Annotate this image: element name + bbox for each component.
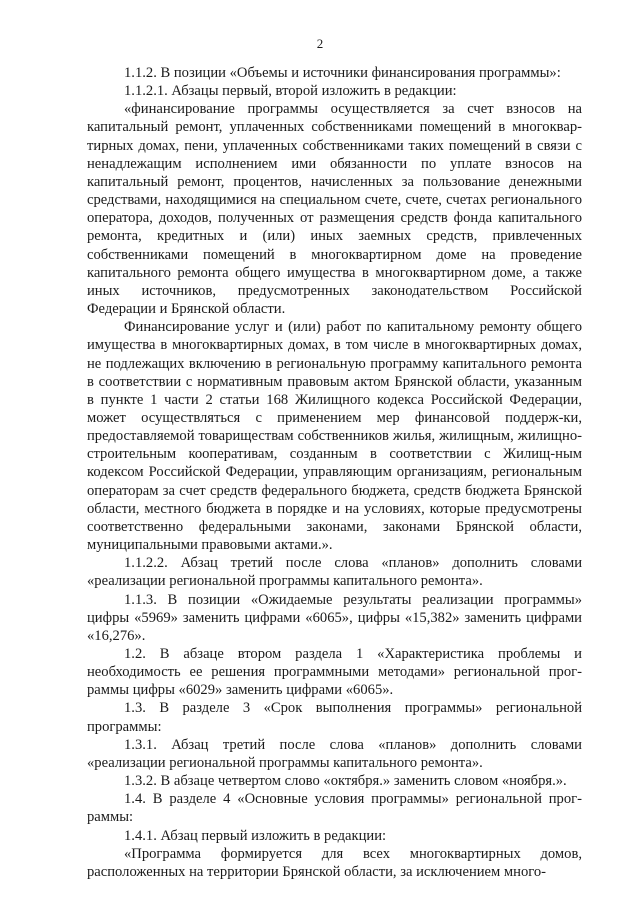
paragraph-1-1-2: 1.1.2. В позиции «Объемы и источники финансирования программы»: — [124, 65, 561, 81]
paragraph-program-formation: «Программа формируется для всех многоквартирных домов, расположенных на территории Брянской области, за исключением много- — [87, 845, 582, 880]
paragraph-financing-services: Финансирование услуг и (или) работ по капитальному ремонту общего имущества в многоквартирных домах, в том числе в многоквартирных домах, не подлежащих включению в региональную программу капитального ремонта в соответствии с нормативным правовым актом Брянской области, указанным в пункте 1 части 2 статьи 168 Жилищного кодекса Российской Федерации, может осуществляться с применением мер финансовой поддерж-ки, предоставляемой товариществам собственников жилья, жилищным, жилищно-строительным кооперативам, созданным в соответствии с Жилищ-ным кодексом Российской Федерации, управляющим организациям, региональным операторам за счет средств федерального бюджета, средств бюджета Брянской области, местного бюджета в порядке и на условиях, которые предусмотрены соответственно федеральными законами, законами Брянской области, муниципальными правовыми актами.». — [87, 319, 582, 554]
paragraph-1-1-2-2: 1.1.2.2. Абзац третий после слова «планов» дополнить словами «реализации региональной программы капитального ремонта». — [87, 555, 582, 590]
paragraph-1-3-2: 1.3.2. В абзаце четвертом слово «октября.» заменить словом «ноября.». — [124, 773, 567, 790]
paragraph-financing-sources: «финансирование программы осуществляется за счет взносов на капитальный ремонт, уплаченных собственниками помещений в многоквар-тирных домах, пени, уплаченных собственниками таких помещений в связи с ненадлежащим исполнением ими обязанности по уплате взносов на капитальный ремонт, процентов, начисленных за пользование денежными средствами, находящимися на специальном счете, счете, счетах регионального оператора, доходов, полученных от размещения средств фонда капитального ремонта, кредитных и (или) иных заемных средств, привлеченных собственниками помещений в многоквартирном доме на проведение капитального ремонта общего имущества в многоквартирном доме, а также иных источников, предусмотренных законодательством Российской Федерации и Брянской области. — [87, 101, 582, 318]
document-body — [87, 64, 582, 881]
paragraph-1-2: 1.2. В абзаце втором раздела 1 «Характеристика проблемы и необходимость ее решения программными методами» региональной прог-раммы цифры «6029» заменить цифрами «6065». — [87, 646, 582, 699]
paragraph-1-4: 1.4. В разделе 4 «Основные условия программы» региональной прог-раммы: — [87, 791, 582, 826]
paragraph-1-4-1: 1.4.1. Абзац первый изложить в редакции: — [124, 827, 387, 844]
paragraph-1-1-2-1: 1.1.2.1. Абзацы первый, второй изложить в редакции: — [124, 83, 457, 100]
paragraph-1-3-1: 1.3.1. Абзац третий после слова «планов» дополнить словами «реализации региональной программы капитального ремонта». — [87, 736, 582, 771]
paragraph-1-3: 1.3. В разделе 3 «Срок выполнения программы» региональной программы: — [87, 700, 582, 735]
page-number: 2 — [316, 36, 324, 51]
paragraph-1-1-3: 1.1.3. В позиции «Ожидаемые результаты реализации программы» цифры «5969» заменить цифрами «6065», цифры «15,382» заменить цифрами «16,276». — [87, 591, 582, 644]
